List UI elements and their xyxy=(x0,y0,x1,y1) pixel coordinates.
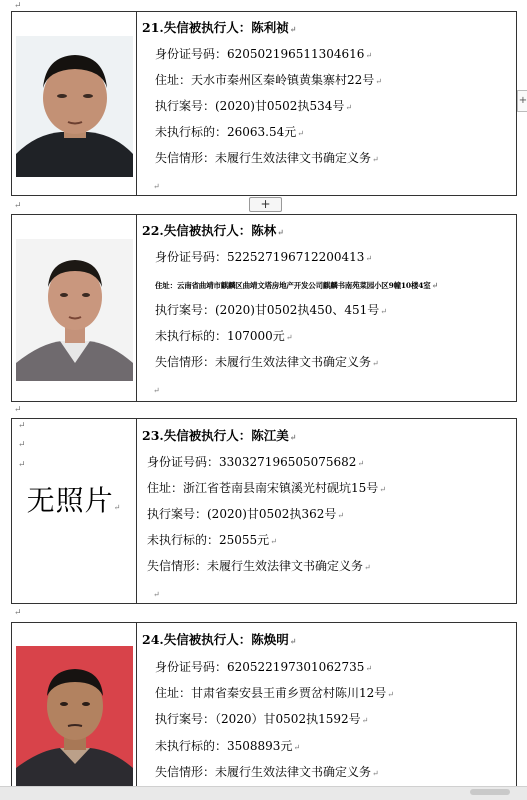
paragraph-mark: ↵ xyxy=(14,405,22,415)
id-number: 身份证号码：522527196712200413↵ xyxy=(155,250,373,264)
column-divider xyxy=(136,623,137,799)
address: 住址：甘肃省秦安县王甫乡贾岔村陈川12号↵ xyxy=(155,686,394,700)
circumstance: 失信情形：未履行生效法律文书确定义务↵ xyxy=(155,151,379,165)
horizontal-scrollbar[interactable] xyxy=(0,786,527,800)
record-title: 22.失信被执行人：陈林↵ xyxy=(142,223,284,238)
person-photo xyxy=(16,646,133,788)
record-card-23 xyxy=(11,418,517,604)
paragraph-mark: ↵ xyxy=(14,608,22,618)
record-card-22 xyxy=(11,214,517,402)
unexecuted-amount: 未执行标的：26063.54元↵ xyxy=(155,125,304,139)
id-number: 身份证号码：620522197301062735↵ xyxy=(155,660,373,674)
paragraph-mark: ↵ xyxy=(18,440,26,450)
paragraph-mark: ↵ xyxy=(153,590,160,599)
address: 住址：云南省曲靖市麒麟区曲靖文塔房地产开发公司麒麟书南苑菜园小区9幢10楼4室↵ xyxy=(155,280,439,290)
unexecuted-amount: 未执行标的：3508893元↵ xyxy=(155,739,301,753)
case-number: 执行案号：(2020)甘0502执362号↵ xyxy=(147,507,345,521)
record-title: 23.失信被执行人：陈江美↵ xyxy=(142,428,297,443)
record-card-21 xyxy=(11,11,517,196)
circumstance: 失信情形：未履行生效法律文书确定义务↵ xyxy=(155,355,379,369)
record-title: 21.失信被执行人：陈利祯↵ xyxy=(142,20,297,35)
person-photo xyxy=(16,36,133,177)
unexecuted-amount: 未执行标的：107000元↵ xyxy=(155,329,293,343)
paragraph-mark: ↵ xyxy=(14,1,22,11)
case-number: 执行案号：(2020)甘0502执450、451号↵ xyxy=(155,303,387,317)
address: 住址：天水市秦州区秦岭镇黄集寨村22号↵ xyxy=(155,73,382,87)
paragraph-mark: ↵ xyxy=(18,460,26,470)
record-card-24 xyxy=(11,622,517,799)
side-add-button[interactable]: + xyxy=(517,90,527,112)
insert-row-button[interactable]: + xyxy=(249,197,282,212)
column-divider xyxy=(136,12,137,195)
case-number: 执行案号：(2020)甘0502执534号↵ xyxy=(155,99,353,113)
paragraph-mark: ↵ xyxy=(14,201,22,211)
column-divider xyxy=(136,215,137,401)
circumstance: 失信情形：未履行生效法律文书确定义务↵ xyxy=(155,765,379,779)
person-photo xyxy=(16,239,133,381)
address: 住址：浙江省苍南县南宋镇溪光村砚坑15号↵ xyxy=(147,481,386,495)
scrollbar-thumb[interactable] xyxy=(470,789,510,795)
paragraph-mark: ↵ xyxy=(18,421,26,431)
unexecuted-amount: 未执行标的：25055元↵ xyxy=(147,533,277,547)
case-number: 执行案号：（2020）甘0502执1592号↵ xyxy=(155,712,369,726)
circumstance: 失信情形：未履行生效法律文书确定义务↵ xyxy=(147,559,371,573)
record-title: 24.失信被执行人：陈焕明↵ xyxy=(142,632,297,647)
id-number: 身份证号码：620502196511304616↵ xyxy=(155,47,373,61)
column-divider xyxy=(136,419,137,603)
paragraph-mark: ↵ xyxy=(153,386,160,395)
no-photo-label: 无照片↵ xyxy=(26,484,122,517)
id-number: 身份证号码：330327196505075682↵ xyxy=(147,455,365,469)
paragraph-mark: ↵ xyxy=(153,182,160,191)
